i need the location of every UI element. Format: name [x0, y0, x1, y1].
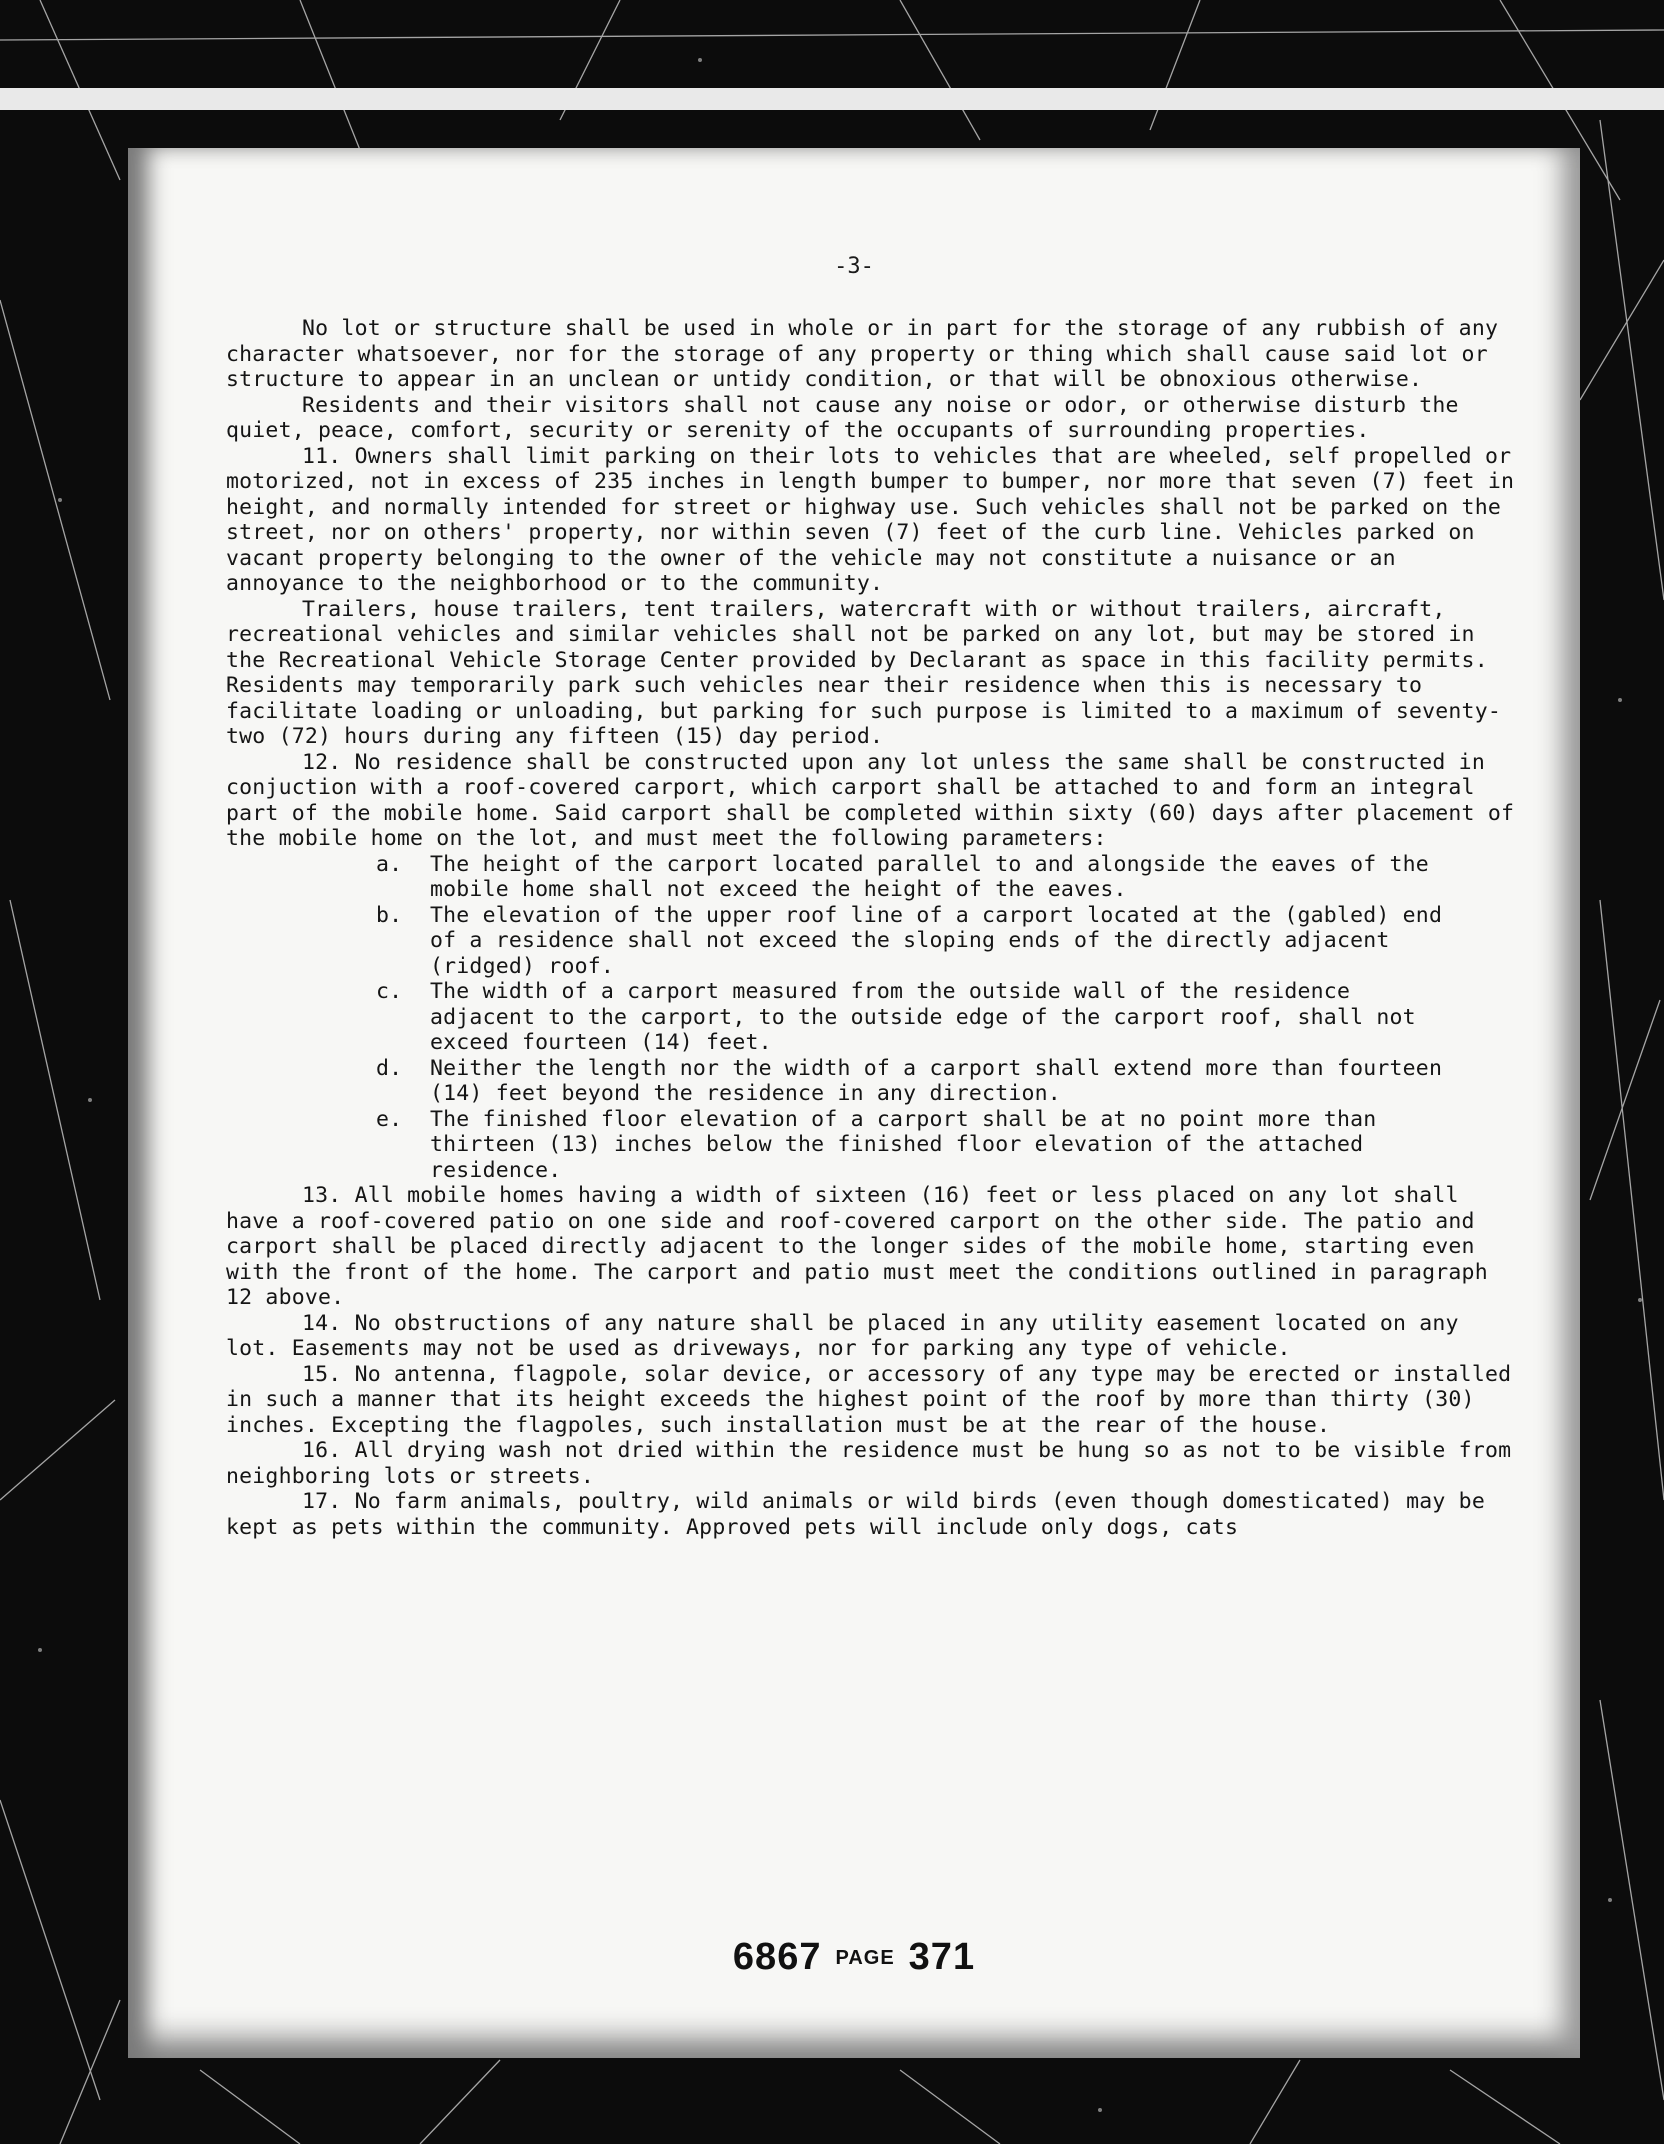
document-page: [128, 148, 1580, 2058]
list-item: [376, 903, 1516, 980]
item-text: The finished floor elevation of a carport shall be at no point more than thirteen (13) inches below the finished floor elevation of the attached residence.: [430, 1106, 1377, 1183]
item-letter: a.: [376, 851, 403, 877]
item-text: Neither the length nor the width of a carport shall extend more than fourteen (14) feet beyond the residence in any direction.: [430, 1055, 1443, 1106]
paragraph-15: 15. No antenna, flagpole, solar device, or accessory of any type may be erected or installed in such a manner that its height exceeds the highest point of the roof by more than thirty (30) inches. Excepting the flagpoles, such installation must be at the rear of the house.: [226, 1361, 1512, 1438]
recording-stamp: [128, 1936, 1580, 1979]
item-text: The height of the carport located parallel to and alongside the eaves of the mobile home shall not exceed the height of the eaves.: [430, 851, 1429, 902]
book-number: 6867: [732, 1936, 822, 1978]
item-text: The width of a carport measured from the outside wall of the residence adjacent to the carport, to the outside edge of the carport roof, shall not exceed fourteen (14) feet.: [430, 979, 1416, 1055]
paragraph-storage: No lot or structure shall be used in whole or in part for the storage of any rubbish of any character whatsoever, nor for the storage of any property or thing which shall cause said lot or structure to appear in an unclean or untidy condition, or that will be obnoxious otherwise.: [226, 316, 1499, 392]
list-item: [376, 979, 1516, 1056]
paragraph-11: 11. Owners shall limit parking on their lots to vehicles that are wheeled, self propelled or motorized, not in excess of 235 inches in length bumper to bumper, nor more that seven (7) feet in height, and normally intended for street or highway use. Such vehicles shall not be parked on the street, nor on others' property, nor within seven (7) feet of the curb line. Vehicles parked on vacant property belonging to the owner of the vehicle may not constitute a nuisance or an annoyance to the neighborhood or to the community.: [226, 443, 1515, 596]
carport-parameters-list: [226, 852, 1516, 1184]
paragraph-17: 17. No farm animals, poultry, wild animals or wild birds (even though domesticated) may be kept as pets within the community. Approved pets will include only dogs, cats: [226, 1489, 1485, 1540]
list-item: [376, 1107, 1516, 1184]
item-text: The elevation of the upper roof line of a carport located at the (gabled) end of a residence shall not exceed the sloping ends of the directly adjacent (ridged) roof.: [430, 902, 1443, 979]
item-letter: e.: [376, 1106, 403, 1132]
item-letter: d.: [376, 1055, 403, 1081]
page-number: -3-: [834, 254, 874, 279]
recording-page-number: 371: [908, 1936, 976, 1978]
list-item: [376, 1056, 1516, 1107]
paragraph-13: 13. All mobile homes having a width of sixteen (16) feet or less placed on any lot shall have a roof-covered patio on one side and roof-covered carport on the other side. The patio and carport shall be placed directly adjacent to the longer sides of the mobile home, starting even with the front of the home. The carport and patio must meet the conditions outlined in paragraph 12 above.: [226, 1183, 1488, 1310]
paragraph-noise: Residents and their visitors shall not cause any noise or odor, or otherwise disturb the quiet, peace, comfort, security or serenity of the occupants of surrounding properties.: [226, 392, 1459, 443]
list-item: [376, 852, 1516, 903]
paragraph-16: 16. All drying wash not dried within the residence must be hung so as not to be visible from neighboring lots or streets.: [226, 1438, 1512, 1489]
item-letter: c.: [376, 979, 403, 1004]
paragraph-12: 12. No residence shall be constructed upon any lot unless the same shall be constructed in conjuction with a roof-covered carport, which carport shall be attached to and form an integral part of the mobile home. Said carport shall be completed within sixty (60) days after placement of the mobile home on the lot, and must meet the following parameters:: [226, 749, 1515, 851]
item-letter: b.: [376, 902, 403, 928]
paragraph-14: 14. No obstructions of any nature shall be placed in any utility easement located on any lot. Easements may not be used as driveways, nor for parking any type of vehicle.: [226, 1310, 1459, 1361]
document-body: [226, 316, 1516, 1540]
scan-band: [0, 88, 1664, 110]
page-label: PAGE: [835, 1947, 895, 1970]
paragraph-trailers: Trailers, house trailers, tent trailers, watercraft with or without trailers, aircraft, recreational vehicles and similar vehicles shall not be parked on any lot, but may be stored in the Recreational Vehicle Storage Center provided by Declarant as space in this facility permits. Residents may temporarily park such vehicles near their residence when this is necessary to facilitate loading or unloading, but parking for such purpose is limited to a maximum of seventy-two (72) hours during any fifteen (15) day period.: [226, 596, 1501, 749]
